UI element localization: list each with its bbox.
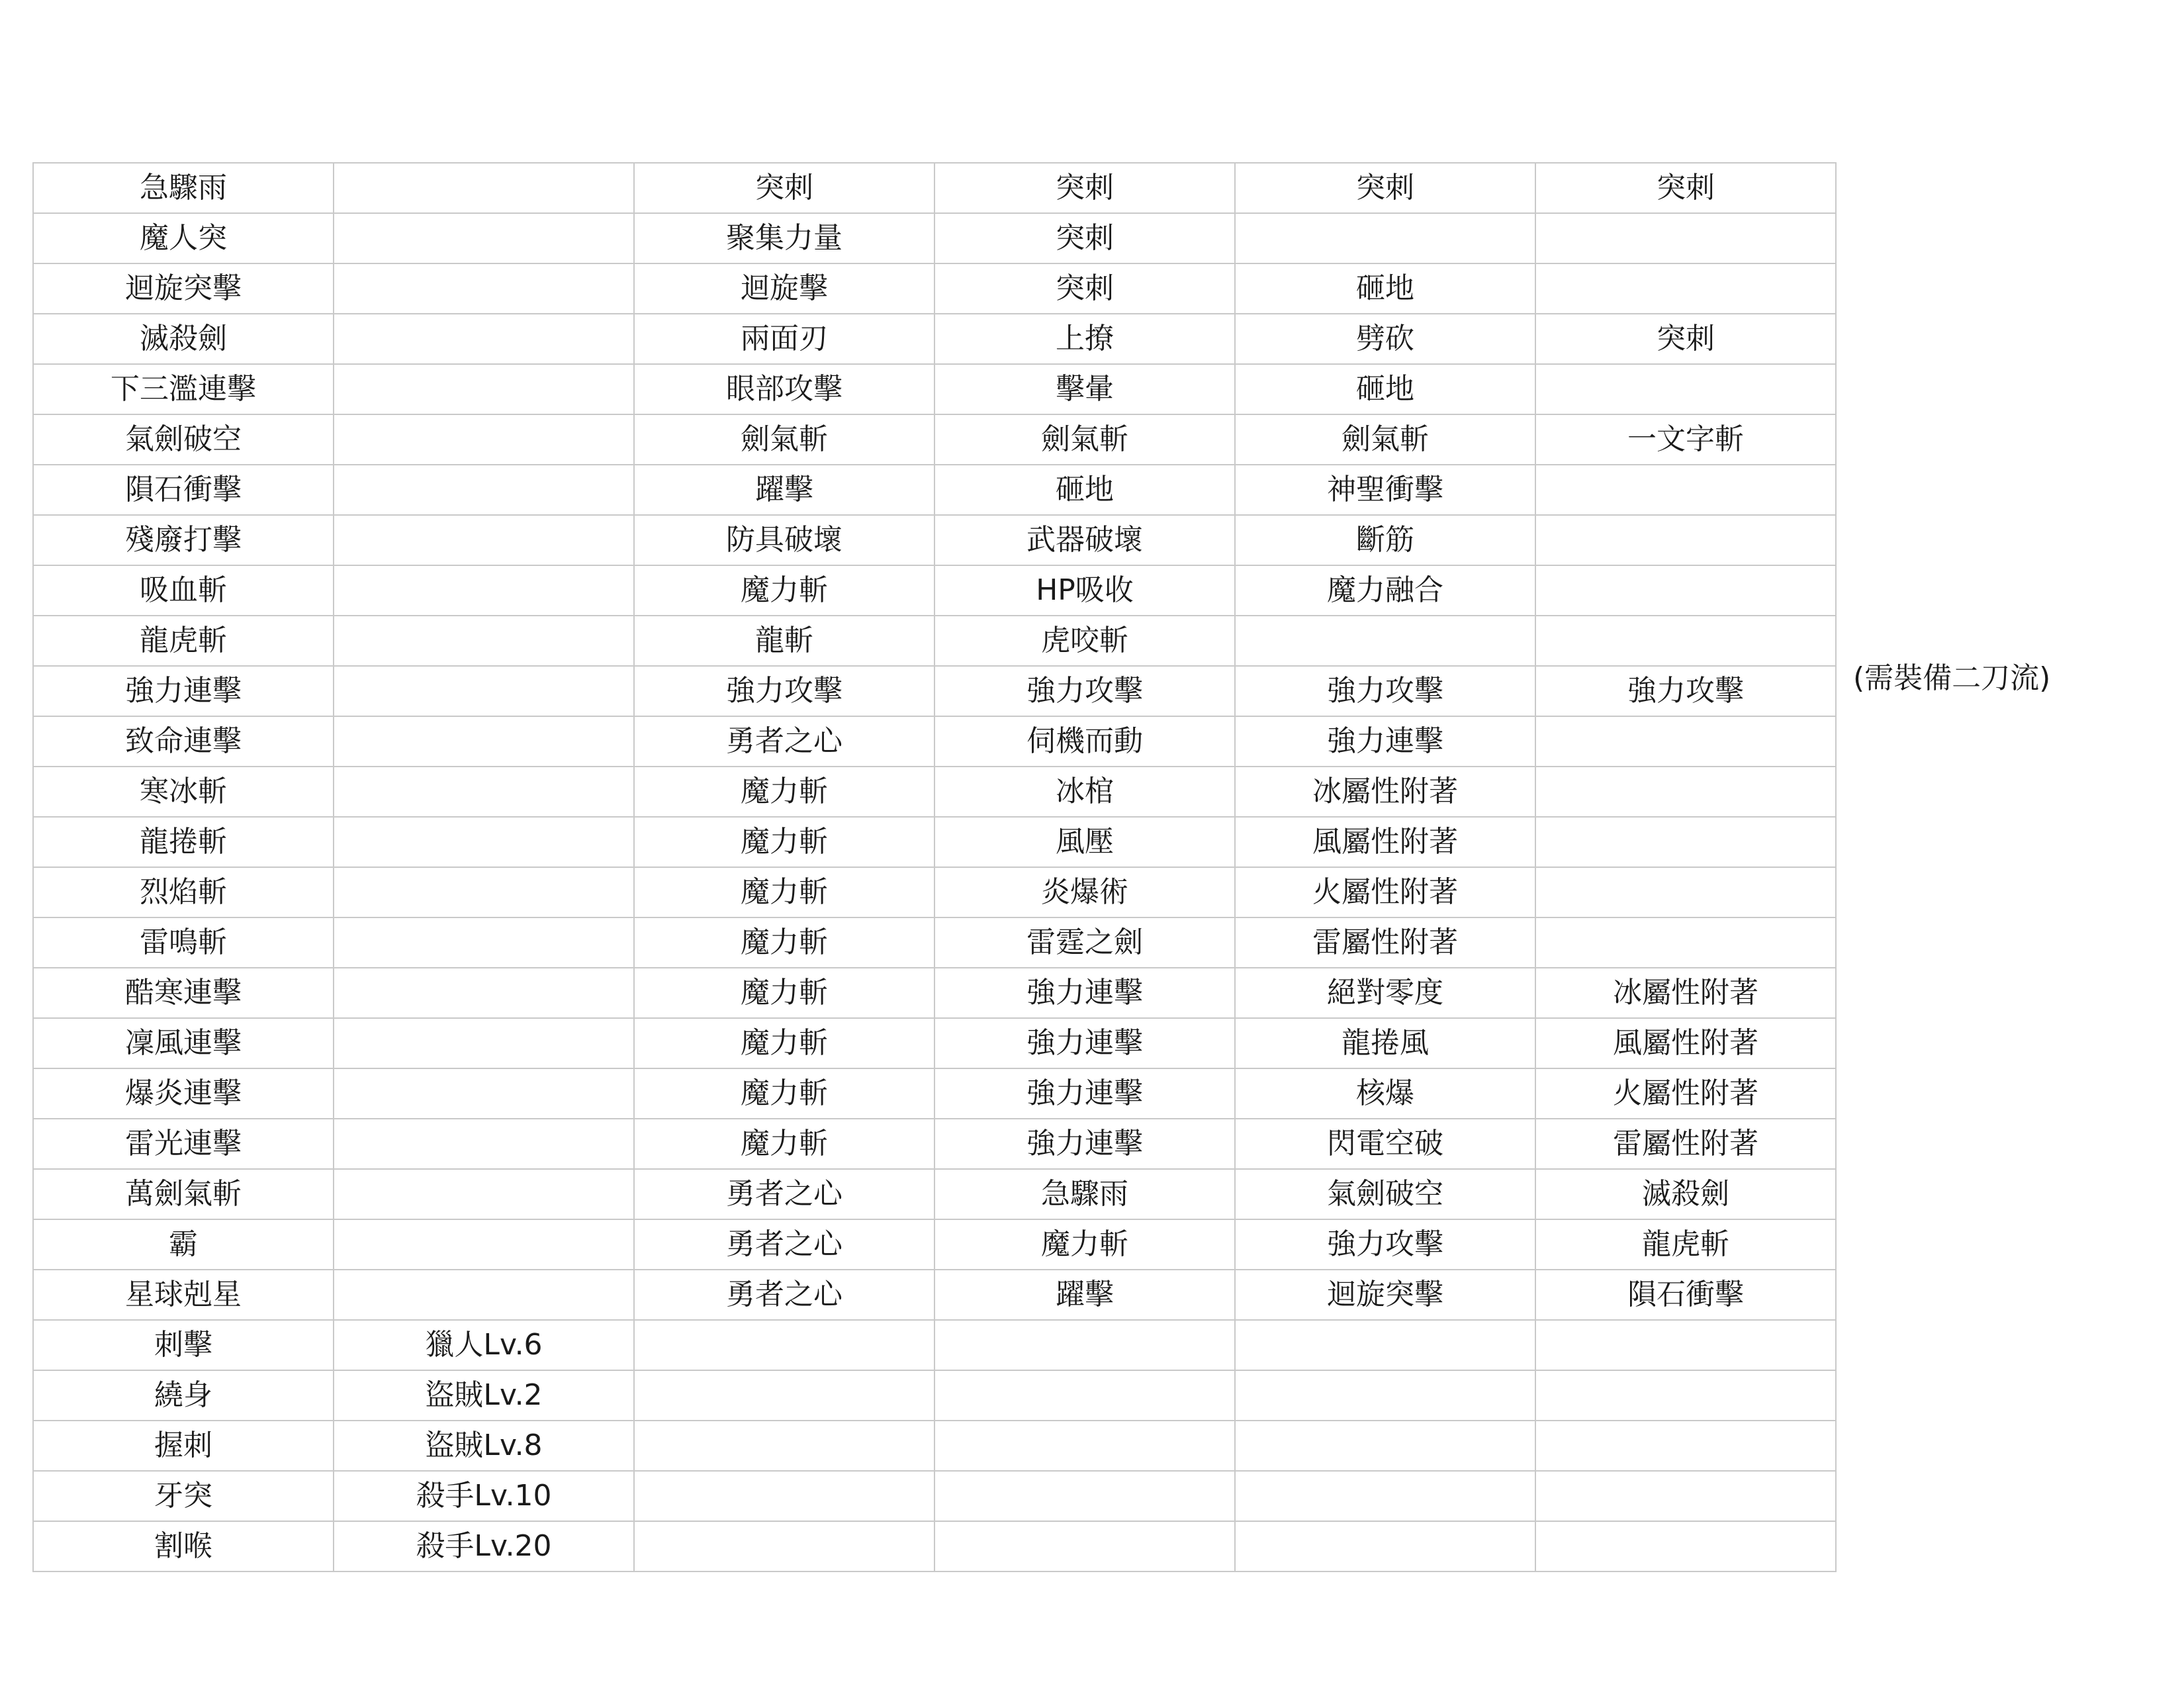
component-4-cell: 雷屬性附著 — [1535, 1119, 1836, 1169]
component-4-cell — [1535, 364, 1836, 414]
skill-name-cell: 迴旋突擊 — [33, 263, 334, 314]
component-4-cell — [1535, 616, 1836, 666]
component-1-cell: 魔力斬 — [634, 968, 934, 1018]
table-row — [33, 1018, 1836, 1068]
component-1-cell: 魔力斬 — [634, 767, 934, 817]
dual-wield-note: (需裝備二刀流) — [1853, 661, 2051, 695]
component-4-cell: 強力攻擊 — [1535, 666, 1836, 716]
skill-name-cell: 強力連擊 — [33, 666, 334, 716]
component-1-cell: 強力攻擊 — [634, 666, 934, 716]
component-4-cell — [1535, 1521, 1836, 1571]
table-row — [33, 163, 1836, 213]
table-row — [33, 767, 1836, 817]
skill-name-cell: 烈焰斬 — [33, 867, 334, 917]
requirement-cell — [334, 364, 634, 414]
component-2-cell: 上撩 — [934, 314, 1235, 364]
requirement-cell: 殺手Lv.20 — [334, 1521, 634, 1571]
component-3-cell: 迴旋突擊 — [1235, 1270, 1535, 1320]
table-row — [33, 314, 1836, 364]
component-4-cell — [1535, 917, 1836, 968]
table-row — [33, 364, 1836, 414]
skill-name-cell: 吸血斬 — [33, 565, 334, 616]
skill-name-cell: 霸 — [33, 1219, 334, 1270]
component-4-cell — [1535, 767, 1836, 817]
skill-name-cell: 割喉 — [33, 1521, 334, 1571]
skill-name-cell: 急驟雨 — [33, 163, 334, 213]
component-2-cell: 突刺 — [934, 213, 1235, 263]
table-row — [33, 666, 1836, 716]
component-1-cell: 魔力斬 — [634, 917, 934, 968]
requirement-cell — [334, 213, 634, 263]
component-4-cell — [1535, 1320, 1836, 1370]
component-1-cell: 魔力斬 — [634, 1119, 934, 1169]
component-3-cell: 龍捲風 — [1235, 1018, 1535, 1068]
component-4-cell — [1535, 1421, 1836, 1471]
requirement-cell: 盜賊Lv.8 — [334, 1421, 634, 1471]
component-1-cell: 勇者之心 — [634, 1270, 934, 1320]
component-4-cell — [1535, 263, 1836, 314]
component-1-cell: 魔力斬 — [634, 817, 934, 867]
component-4-cell — [1535, 565, 1836, 616]
skill-name-cell: 氣劍破空 — [33, 414, 334, 465]
skill-name-cell: 萬劍氣斬 — [33, 1169, 334, 1219]
skill-name-cell: 酷寒連擊 — [33, 968, 334, 1018]
component-3-cell — [1235, 616, 1535, 666]
requirement-cell — [334, 163, 634, 213]
table-row — [33, 565, 1836, 616]
component-1-cell: 魔力斬 — [634, 1068, 934, 1119]
requirement-cell — [334, 767, 634, 817]
component-1-cell: 聚集力量 — [634, 213, 934, 263]
requirement-cell — [334, 515, 634, 565]
component-4-cell: 突刺 — [1535, 314, 1836, 364]
table-row — [33, 515, 1836, 565]
component-3-cell: 絕對零度 — [1235, 968, 1535, 1018]
skill-name-cell: 龍虎斬 — [33, 616, 334, 666]
table-row — [33, 867, 1836, 917]
skill-name-cell: 星球剋星 — [33, 1270, 334, 1320]
table-row — [33, 1471, 1836, 1521]
skill-name-cell: 刺擊 — [33, 1320, 334, 1370]
component-1-cell: 魔力斬 — [634, 867, 934, 917]
component-2-cell: 雷霆之劍 — [934, 917, 1235, 968]
component-4-cell: 龍虎斬 — [1535, 1219, 1836, 1270]
table-row — [33, 917, 1836, 968]
table-row — [33, 465, 1836, 515]
table-row — [33, 414, 1836, 465]
component-1-cell: 兩面刃 — [634, 314, 934, 364]
component-1-cell: 劍氣斬 — [634, 414, 934, 465]
table-row — [33, 1219, 1836, 1270]
skill-name-cell: 凜風連擊 — [33, 1018, 334, 1068]
table-row — [33, 1119, 1836, 1169]
requirement-cell — [334, 263, 634, 314]
table-row — [33, 213, 1836, 263]
component-4-cell: 突刺 — [1535, 163, 1836, 213]
component-3-cell — [1235, 1421, 1535, 1471]
component-1-cell: 迴旋擊 — [634, 263, 934, 314]
component-2-cell: 虎咬斬 — [934, 616, 1235, 666]
component-1-cell — [634, 1320, 934, 1370]
component-4-cell — [1535, 465, 1836, 515]
requirement-cell — [334, 968, 634, 1018]
component-4-cell: 隕石衝擊 — [1535, 1270, 1836, 1320]
table-row — [33, 1370, 1836, 1421]
component-2-cell: 劍氣斬 — [934, 414, 1235, 465]
component-4-cell — [1535, 515, 1836, 565]
skill-name-cell: 雷光連擊 — [33, 1119, 334, 1169]
component-2-cell: 冰棺 — [934, 767, 1235, 817]
component-2-cell: 強力連擊 — [934, 968, 1235, 1018]
requirement-cell — [334, 465, 634, 515]
skill-name-cell: 致命連擊 — [33, 716, 334, 767]
skill-combo-table — [32, 162, 1837, 1572]
component-2-cell: 突刺 — [934, 263, 1235, 314]
component-3-cell: 強力攻擊 — [1235, 1219, 1535, 1270]
requirement-cell: 盜賊Lv.2 — [334, 1370, 634, 1421]
component-4-cell: 一文字斬 — [1535, 414, 1836, 465]
skill-name-cell: 滅殺劍 — [33, 314, 334, 364]
component-3-cell — [1235, 1521, 1535, 1571]
component-2-cell — [934, 1320, 1235, 1370]
component-1-cell — [634, 1521, 934, 1571]
component-3-cell — [1235, 1471, 1535, 1521]
component-3-cell: 雷屬性附著 — [1235, 917, 1535, 968]
component-2-cell — [934, 1421, 1235, 1471]
component-3-cell: 突刺 — [1235, 163, 1535, 213]
component-3-cell — [1235, 1320, 1535, 1370]
table-row — [33, 716, 1836, 767]
component-3-cell: 斷筋 — [1235, 515, 1535, 565]
requirement-cell — [334, 1119, 634, 1169]
component-2-cell: 魔力斬 — [934, 1219, 1235, 1270]
requirement-cell — [334, 414, 634, 465]
component-1-cell: 勇者之心 — [634, 716, 934, 767]
component-4-cell — [1535, 817, 1836, 867]
component-4-cell: 滅殺劍 — [1535, 1169, 1836, 1219]
component-3-cell: 砸地 — [1235, 364, 1535, 414]
component-2-cell — [934, 1521, 1235, 1571]
skill-name-cell: 下三濫連擊 — [33, 364, 334, 414]
skill-name-cell: 牙突 — [33, 1471, 334, 1521]
component-1-cell: 龍斬 — [634, 616, 934, 666]
component-4-cell — [1535, 1370, 1836, 1421]
component-2-cell: HP吸收 — [934, 565, 1235, 616]
component-2-cell — [934, 1471, 1235, 1521]
component-3-cell: 風屬性附著 — [1235, 817, 1535, 867]
component-1-cell: 防具破壞 — [634, 515, 934, 565]
component-3-cell: 閃電空破 — [1235, 1119, 1535, 1169]
component-2-cell: 風壓 — [934, 817, 1235, 867]
table-row — [33, 263, 1836, 314]
component-3-cell — [1235, 213, 1535, 263]
component-3-cell: 劈砍 — [1235, 314, 1535, 364]
component-2-cell: 躍擊 — [934, 1270, 1235, 1320]
requirement-cell: 殺手Lv.10 — [334, 1471, 634, 1521]
requirement-cell — [334, 917, 634, 968]
component-3-cell: 強力連擊 — [1235, 716, 1535, 767]
component-3-cell: 魔力融合 — [1235, 565, 1535, 616]
component-2-cell: 強力連擊 — [934, 1119, 1235, 1169]
component-3-cell: 砸地 — [1235, 263, 1535, 314]
component-3-cell: 氣劍破空 — [1235, 1169, 1535, 1219]
component-1-cell: 魔力斬 — [634, 1018, 934, 1068]
requirement-cell — [334, 1068, 634, 1119]
component-2-cell: 強力攻擊 — [934, 666, 1235, 716]
component-1-cell: 勇者之心 — [634, 1169, 934, 1219]
component-4-cell — [1535, 716, 1836, 767]
component-1-cell: 魔力斬 — [634, 565, 934, 616]
skill-name-cell: 雷鳴斬 — [33, 917, 334, 968]
component-2-cell: 伺機而動 — [934, 716, 1235, 767]
table-row — [33, 1169, 1836, 1219]
component-1-cell: 躍擊 — [634, 465, 934, 515]
component-3-cell: 火屬性附著 — [1235, 867, 1535, 917]
requirement-cell: 獵人Lv.6 — [334, 1320, 634, 1370]
component-1-cell: 突刺 — [634, 163, 934, 213]
component-3-cell — [1235, 1370, 1535, 1421]
requirement-cell — [334, 817, 634, 867]
table-row — [33, 1320, 1836, 1370]
table-row — [33, 1521, 1836, 1571]
component-1-cell: 勇者之心 — [634, 1219, 934, 1270]
component-4-cell — [1535, 867, 1836, 917]
component-3-cell: 神聖衝擊 — [1235, 465, 1535, 515]
requirement-cell — [334, 1219, 634, 1270]
component-2-cell — [934, 1370, 1235, 1421]
table-row — [33, 1421, 1836, 1471]
skill-name-cell: 魔人突 — [33, 213, 334, 263]
requirement-cell — [334, 565, 634, 616]
skill-name-cell: 龍捲斬 — [33, 817, 334, 867]
table-row — [33, 968, 1836, 1018]
component-2-cell: 突刺 — [934, 163, 1235, 213]
component-1-cell — [634, 1421, 934, 1471]
table-body — [33, 163, 1836, 1571]
skill-name-cell: 握刺 — [33, 1421, 334, 1471]
component-4-cell: 冰屬性附著 — [1535, 968, 1836, 1018]
component-2-cell: 急驟雨 — [934, 1169, 1235, 1219]
skill-name-cell: 殘廢打擊 — [33, 515, 334, 565]
skill-name-cell: 隕石衝擊 — [33, 465, 334, 515]
requirement-cell — [334, 666, 634, 716]
component-3-cell: 劍氣斬 — [1235, 414, 1535, 465]
requirement-cell — [334, 616, 634, 666]
skill-name-cell: 寒冰斬 — [33, 767, 334, 817]
component-2-cell: 砸地 — [934, 465, 1235, 515]
component-2-cell: 強力連擊 — [934, 1018, 1235, 1068]
component-4-cell — [1535, 213, 1836, 263]
table-row — [33, 1270, 1836, 1320]
requirement-cell — [334, 314, 634, 364]
component-2-cell: 強力連擊 — [934, 1068, 1235, 1119]
component-4-cell: 風屬性附著 — [1535, 1018, 1836, 1068]
requirement-cell — [334, 1270, 634, 1320]
component-4-cell — [1535, 1471, 1836, 1521]
component-3-cell: 冰屬性附著 — [1235, 767, 1535, 817]
table-row — [33, 1068, 1836, 1119]
component-2-cell: 炎爆術 — [934, 867, 1235, 917]
component-1-cell — [634, 1471, 934, 1521]
component-2-cell: 武器破壞 — [934, 515, 1235, 565]
requirement-cell — [334, 716, 634, 767]
requirement-cell — [334, 867, 634, 917]
component-3-cell: 核爆 — [1235, 1068, 1535, 1119]
skill-name-cell: 繞身 — [33, 1370, 334, 1421]
skill-name-cell: 爆炎連擊 — [33, 1068, 334, 1119]
component-1-cell — [634, 1370, 934, 1421]
component-2-cell: 擊暈 — [934, 364, 1235, 414]
component-4-cell: 火屬性附著 — [1535, 1068, 1836, 1119]
requirement-cell — [334, 1018, 634, 1068]
component-1-cell: 眼部攻擊 — [634, 364, 934, 414]
requirement-cell — [334, 1169, 634, 1219]
table-row — [33, 817, 1836, 867]
table-row — [33, 616, 1836, 666]
component-3-cell: 強力攻擊 — [1235, 666, 1535, 716]
